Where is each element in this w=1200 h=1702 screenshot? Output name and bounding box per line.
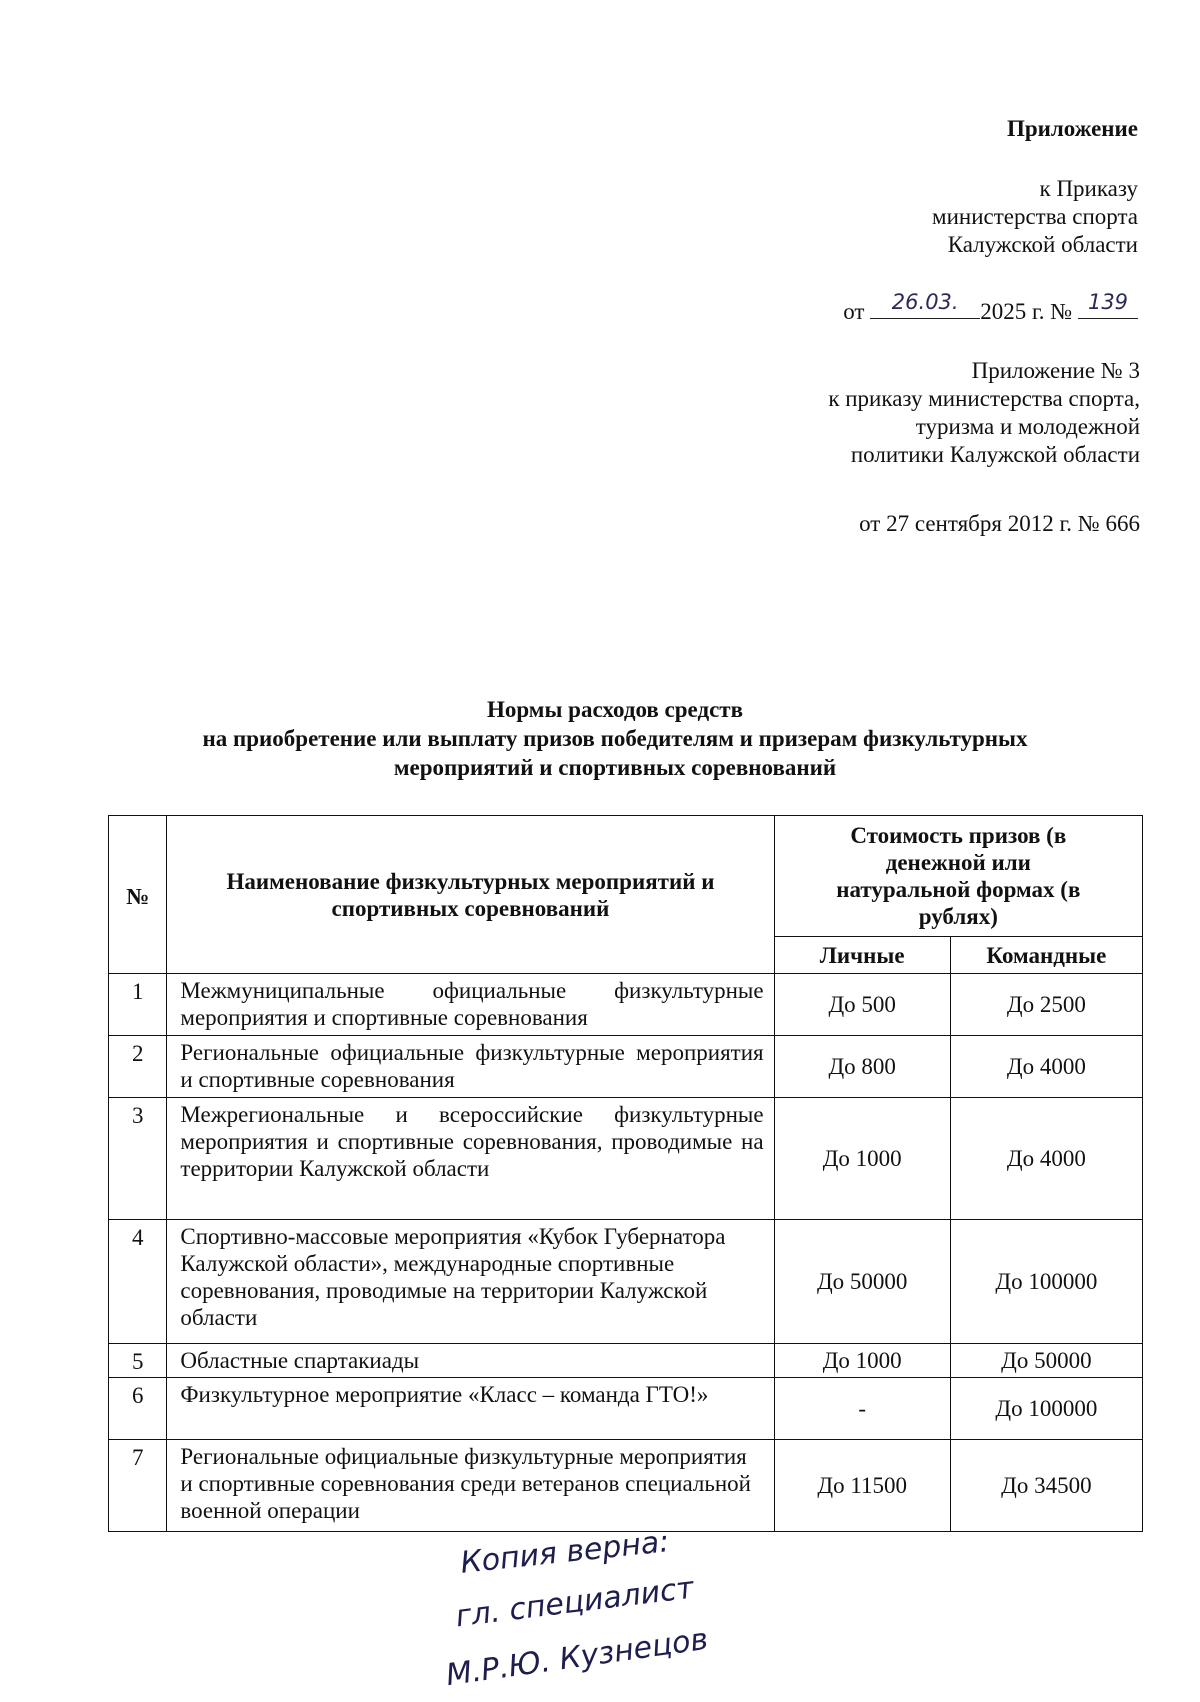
table-row <box>109 1344 1143 1378</box>
row-team: До 100000 <box>950 1220 1142 1344</box>
row-team: До 2500 <box>950 974 1142 1036</box>
certification-line1: Копия верна: <box>458 1524 671 1581</box>
row-name: Физкультурное мероприятие «Класс – команда ГТО!» <box>167 1378 774 1440</box>
row-name: Областные спартакиады <box>167 1344 774 1378</box>
title-line2: на приобретение или выплату призов победителям и призерам физкультурных <box>202 726 1028 751</box>
date-prefix: от <box>843 299 865 324</box>
header-cost: Стоимость призов (в денежной или натуральной формах (в рублях) <box>774 816 1142 937</box>
table-row <box>109 1378 1143 1440</box>
row-personal: До 50000 <box>774 1220 950 1344</box>
row-personal: До 11500 <box>774 1440 950 1532</box>
row-name: Региональные официальные физкультурные мероприятия и спортивные соревнования среди ветеранов специальной военной операции <box>167 1440 774 1532</box>
certification-line2: гл. специалист <box>453 1570 696 1635</box>
row-num: 4 <box>109 1220 167 1344</box>
row-team: До 4000 <box>950 1098 1142 1220</box>
header-team: Командные <box>950 937 1142 974</box>
row-num: 3 <box>109 1098 167 1220</box>
table-row <box>109 1098 1143 1220</box>
row-team: До 50000 <box>950 1344 1142 1378</box>
norms-table <box>108 815 1143 1532</box>
row-personal: - <box>774 1378 950 1440</box>
row-num: 5 <box>109 1344 167 1378</box>
table-row <box>109 1440 1143 1532</box>
row-personal: До 1000 <box>774 1344 950 1378</box>
row-team: До 34500 <box>950 1440 1142 1532</box>
row-name: Межмуниципальные официальные физкультурные мероприятия и спортивные соревнования <box>167 974 774 1036</box>
header-num: № <box>109 816 167 974</box>
row-name: Межрегиональные и всероссийские физкультурные мероприятия и спортивные соревнования, проводимые на территории Калужской области <box>167 1098 774 1220</box>
table-header-row <box>109 816 1143 937</box>
title-line3: мероприятий и спортивных соревнований <box>393 755 837 780</box>
row-personal: До 800 <box>774 1036 950 1098</box>
date-handwritten: 26.03. <box>891 290 959 314</box>
row-team: До 4000 <box>950 1036 1142 1098</box>
header-name: Наименование физкультурных мероприятий и спортивных соревнований <box>167 816 774 974</box>
table-row <box>109 974 1143 1036</box>
table-row <box>109 1036 1143 1098</box>
date-suffix: 2025 г. № <box>980 299 1073 324</box>
appendix3-date: от 27 сентября 2012 г. № 666 <box>859 511 1140 536</box>
appendix3-line1: Приложение № 3 <box>971 358 1140 383</box>
number-handwritten: 139 <box>1087 290 1129 314</box>
row-num: 2 <box>109 1036 167 1098</box>
row-personal: До 1000 <box>774 1098 950 1220</box>
number-blank <box>1078 290 1138 319</box>
date-blank <box>870 290 980 319</box>
appendix-title: Приложение <box>1006 116 1138 141</box>
to-order-line2: министерства спорта <box>932 204 1138 229</box>
document-title <box>100 695 1130 782</box>
order-date-line <box>600 290 1138 326</box>
row-personal: До 500 <box>774 974 950 1036</box>
row-name: Региональные официальные физкультурные мероприятия и спортивные соревнования <box>167 1036 774 1098</box>
title-line1: Нормы расходов средств <box>486 697 744 722</box>
row-name: Спортивно-массовые мероприятия «Кубок Губернатора Калужской области», международные спортивные соревнования, проводимые на территории Калужской области <box>167 1220 774 1344</box>
row-num: 1 <box>109 974 167 1036</box>
table-row <box>109 1220 1143 1344</box>
appendix3-block <box>600 357 1140 469</box>
to-order-line3: Калужской области <box>947 232 1138 257</box>
certification-signature: М.Р.Ю. Кузнецов <box>443 1621 711 1694</box>
to-order-block <box>700 175 1138 259</box>
appendix3-line4: политики Калужской области <box>850 442 1140 467</box>
row-num: 6 <box>109 1378 167 1440</box>
row-team: До 100000 <box>950 1378 1142 1440</box>
appendix3-line2: к приказу министерства спорта, <box>828 386 1140 411</box>
to-order-line1: к Приказу <box>1039 176 1138 201</box>
row-num: 7 <box>109 1440 167 1532</box>
appendix3-line3: туризма и молодежной <box>915 414 1140 439</box>
header-personal: Личные <box>774 937 950 974</box>
